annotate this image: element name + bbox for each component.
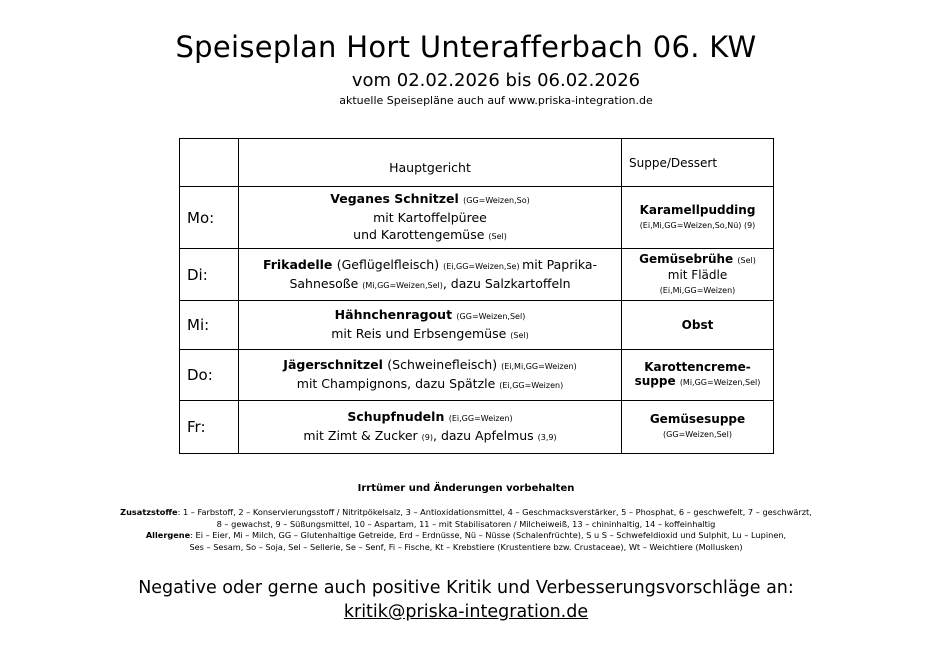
allergen-note: (9) <box>421 433 434 442</box>
dish-text: (Geflügelfleisch) <box>336 256 444 272</box>
header-main: Hauptgericht <box>239 139 622 187</box>
website-note: aktuelle Speisepläne auch auf www.priska-integration.de <box>339 94 653 107</box>
dish-text: mit Paprika- <box>522 256 598 272</box>
dish-text: , dazu Salzkartoffeln <box>442 275 571 291</box>
dish-name: Karottencreme- <box>644 360 751 374</box>
soup-dessert-cell <box>622 401 774 454</box>
additives-text: : 1 – Farbstoff, 2 – Konservierungsstoff / Nitritpökelsalz, 3 – Antioxidationsmittel, 4 – Geschmacksverstärker, 5 – Phosphat, 6 – geschwefelt, 7 – geschwärzt, <box>177 507 812 517</box>
allergens-line <box>0 530 932 542</box>
dish-name: Gemüsebrühe <box>639 251 738 266</box>
cell-line <box>239 427 621 446</box>
dish-text: , dazu Apfelmus <box>433 428 538 443</box>
dish-text: mit Reis und Erbsengemüse <box>331 326 511 341</box>
allergen-note: (Ei,Mi,GG=Weizen) <box>659 285 736 295</box>
cell-line <box>622 217 773 233</box>
cell-line <box>622 360 773 374</box>
dish-text: mit Zimt & Zucker <box>303 428 422 443</box>
dish-text: mit Kartoffelpüree <box>373 210 487 225</box>
cell-line <box>622 412 773 426</box>
menu-row <box>180 187 774 249</box>
cell-line <box>622 282 773 298</box>
menu-row <box>180 301 774 350</box>
allergen-note: (Sel) <box>737 255 756 265</box>
menu-rows <box>180 187 774 454</box>
feedback <box>0 576 932 624</box>
dish-name: Veganes Schnitzel <box>330 191 464 206</box>
menu-row <box>180 249 774 301</box>
cell-line <box>239 226 621 245</box>
cell-line <box>239 190 621 209</box>
dish-name: Jägerschnitzel <box>283 357 388 372</box>
day-label: Do: <box>180 350 239 401</box>
cell-line <box>239 375 621 394</box>
cell-line <box>239 408 621 427</box>
allergen-note: (Ei,GG=Weizen,Se) <box>443 261 523 271</box>
allergen-note: (Ei,GG=Weizen) <box>499 381 564 390</box>
allergen-note: (Sel) <box>488 232 507 241</box>
legend <box>0 507 932 554</box>
page-title: Speiseplan Hort Unterafferbach 06. KW <box>175 30 757 64</box>
header-side: Suppe/Dessert <box>622 139 774 187</box>
cell-line <box>239 256 621 275</box>
main-dish-cell <box>239 301 622 350</box>
main-dish-cell <box>239 249 622 301</box>
disclaimer: Irrtümer und Änderungen vorbehalten <box>357 483 575 494</box>
date-range: vom 02.02.2026 bis 06.02.2026 <box>351 70 641 91</box>
feedback-email-link[interactable]: kritik@priska-integration.de <box>343 602 589 622</box>
allergen-note: (3,9) <box>537 433 557 442</box>
cell-line <box>622 426 773 442</box>
dish-name: suppe <box>634 374 680 388</box>
allergens-line-2: Ses – Sesam, So – Soja, Sel – Sellerie, Se – Senf, Fi – Fische, Kt – Krebstiere (Krustentiere bzw. Crustaceae), Wt – Weichtiere (Mollusken) <box>189 542 743 553</box>
additives-label: Zusatzstoffe <box>120 507 178 517</box>
main-dish-cell <box>239 187 622 249</box>
soup-dessert-cell <box>622 187 774 249</box>
soup-dessert-cell <box>622 249 774 301</box>
dish-text: und Karottengemüse <box>353 227 489 242</box>
header-day <box>180 139 239 187</box>
cell-line <box>622 203 773 217</box>
dish-text: Sahnesoße <box>289 275 363 291</box>
day-label: Di: <box>180 249 239 301</box>
dish-name: Obst <box>681 318 714 332</box>
dish-text: (Schweinefleisch) <box>387 357 502 372</box>
allergen-note: (Mi,GG=Weizen,Sel) <box>362 280 443 290</box>
dish-name: Schupfnudeln <box>347 409 449 424</box>
dish-text: mit Champignons, dazu Spätzle <box>296 376 500 391</box>
allergen-note: (GG=Weizen,Sel) <box>663 430 732 439</box>
allergen-note: (GG=Weizen,Sel) <box>456 312 526 321</box>
dish-name: Hähnchenragout <box>334 307 457 322</box>
allergen-note: (Ei,GG=Weizen) <box>448 414 513 423</box>
allergen-note: (Sel) <box>510 331 529 340</box>
dish-name: Gemüsesuppe <box>649 412 746 426</box>
cell-line <box>622 374 773 390</box>
dish-name: Frikadelle <box>262 256 337 272</box>
cell-line <box>622 268 773 282</box>
allergens-label: Allergene <box>145 530 191 541</box>
cell-line <box>239 275 621 294</box>
day-label: Mo: <box>180 187 239 249</box>
dish-name: Karamellpudding <box>639 202 756 217</box>
cell-line <box>622 318 773 332</box>
menu-table <box>179 138 774 454</box>
soup-dessert-cell <box>622 301 774 350</box>
day-label: Fr: <box>180 401 239 454</box>
cell-line <box>239 306 621 325</box>
additives-line <box>0 507 932 519</box>
cell-line <box>239 209 621 226</box>
allergen-note: (Mi,GG=Weizen,Sel) <box>679 378 761 387</box>
additives-line-2: 8 – gewachst, 9 – Süßungsmittel, 10 – Aspartam, 11 – mit Stabilisatoren / Milcheiweiß, 13 – chininhaltig, 14 – koffeinhaltig <box>216 518 716 529</box>
allergen-note: (Ei,Mi,GG=Weizen,So,Nü) (9) <box>639 220 756 230</box>
cell-line <box>239 356 621 375</box>
menu-row <box>180 350 774 401</box>
main-dish-cell <box>239 401 622 454</box>
main-dish-cell <box>239 350 622 401</box>
cell-line <box>622 252 773 268</box>
table-header-row <box>180 139 774 187</box>
dish-text: mit Flädle <box>667 267 728 282</box>
day-label: Mi: <box>180 301 239 350</box>
soup-dessert-cell <box>622 350 774 401</box>
feedback-text: Negative oder gerne auch positive Kritik und Verbesserungsvorschläge an: <box>138 578 794 598</box>
allergens-text: : Ei – Eier, Mi – Milch, GG – Glutenhaltige Getreide, Erd – Erdnüsse, Nü – Nüsse (Schalenfrüchte), S u S – Schwefeldioxid und Sulphit, Lu – Lupinen, <box>190 530 787 541</box>
cell-line <box>239 325 621 344</box>
menu-row <box>180 401 774 454</box>
allergen-note: (Ei,Mi,GG=Weizen) <box>501 362 577 371</box>
allergen-note: (GG=Weizen,So) <box>463 196 530 205</box>
